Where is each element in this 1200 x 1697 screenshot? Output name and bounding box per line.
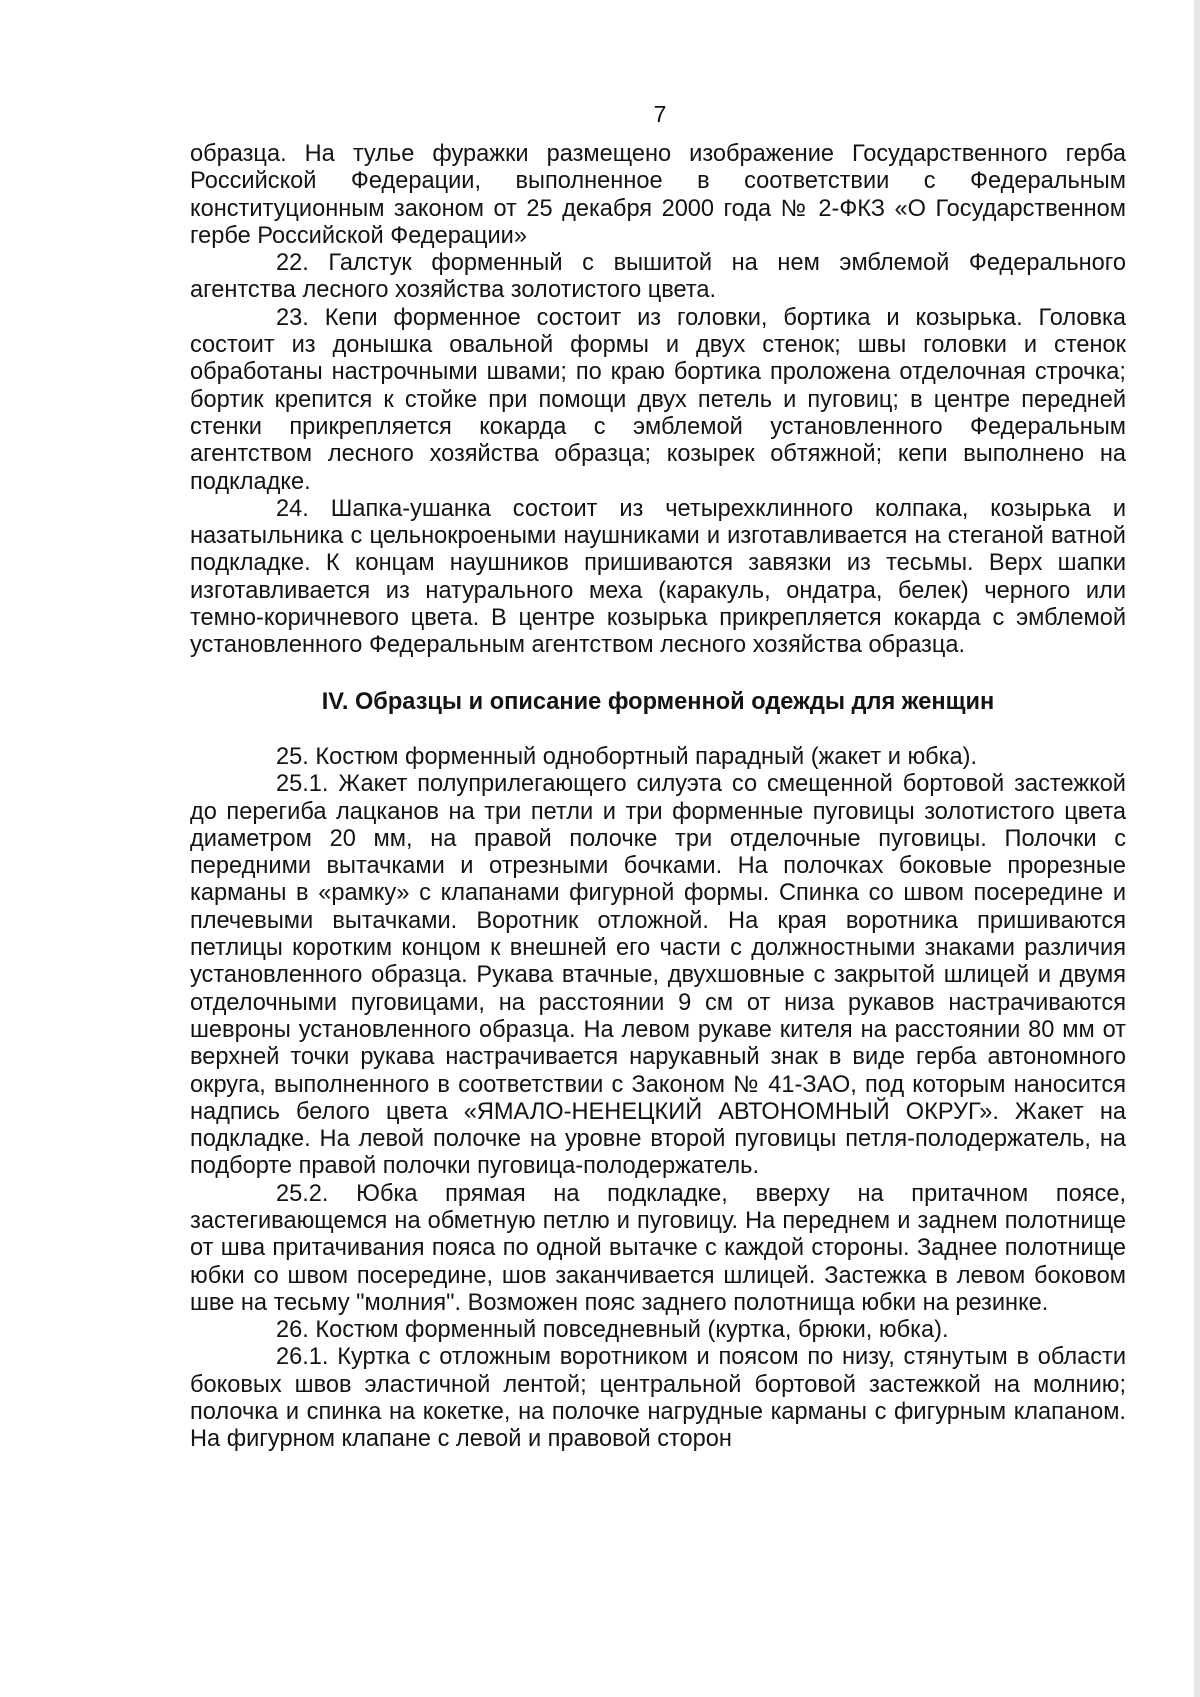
document-body [190, 141, 1126, 1454]
paragraph-24-ushanka: 24. Шапка-ушанка состоит из четырехклинного колпака, козырька и назатыльника с цельнокроеными наушниками и изготавливается на стеганой ватной подкладке. К концам наушников пришиваются завязки из тесьмы. Верх шапки изготавливается из натурального меха (каракуль, ондатра, белек) черного или темно-коричневого цвета. В центре козырька прикрепляется кокарда с эмблемой установленного Федеральным агентством лесного хозяйства образца. [190, 495, 1126, 659]
section-heading: IV. Образцы и описание форменной одежды для женщин [321, 688, 995, 715]
paragraph-26-daily-suit: 26. Костюм форменный повседневный (куртка, брюки, юбка). [276, 1317, 949, 1344]
paragraph-25-2-skirt: 25.2. Юбка прямая на подкладке, вверху на притачном поясе, застегивающемся на обметную петлю и пуговицу. На переднем и заднем полотнище от шва притачивания пояса по одной вытачке с каждой стороны. Заднее полотнище юбки со швом посередине, шов заканчивается шлицей. Застежка в левом боковом шве на тесьму "молния". Возможен пояс заднего полотнища юбки на резинке. [190, 1180, 1126, 1316]
paragraph-cap-continuation: образца. На тулье фуражки размещено изображение Государственного герба Российской Федерации, выполненное в соответствии с Федеральным конституционным законом от 25 декабря 2000 года № 2-ФКЗ «О Государственном гербе Российской Федерации» [190, 141, 1126, 249]
paragraph-26-1-jacket: 26.1. Куртка с отложным воротником и поясом по низу, стянутым в области боковых швов эластичной лентой; центральной бортовой застежкой на молнию; полочка и спинка на кокетке, на полочке нагрудные карманы с фигурным клапаном. На фигурном клапане с левой и правовой сторон [190, 1344, 1126, 1453]
paragraph-22-tie: 22. Галстук форменный с вышитой на нем эмблемой Федерального агентства лесного хозяйства золотистого цвета. [190, 250, 1126, 304]
paragraph-23-kepi: 23. Кепи форменное состоит из головки, бортика и козырька. Головка состоит из донышка овальной формы и двух стенок; швы головки и стенок обработаны настрочными швами; по краю бортика проложена отделочная строчка; бортик крепится к стойке при помощи двух петель и пуговиц; в центре передней стенки прикрепляется кокарда с эмблемой установленного Федеральным агентством лесного хозяйства образца; козырек обтяжной; кепи выполнено на подкладке. [190, 304, 1126, 495]
paragraph-25-suit: 25. Костюм форменный однобортный парадный (жакет и юбка). [276, 743, 978, 770]
page-number: 7 [653, 101, 667, 127]
paragraph-25-1-jacket: 25.1. Жакет полуприлегающего силуэта со смещенной бортовой застежкой до перегиба лацканов на три петли и три форменные пуговицы золотистого цвета диаметром 20 мм, на правой полочке три отделочные пуговицы. Полочки с передними вытачками и отрезными бочками. На полочках боковые прорезные карманы в «рамку» с клапанами фигурной формы. Спинка со швом посередине и плечевыми вытачками. Воротник отложной. На края воротника пришиваются петлицы коротким концом к внешней его части с должностными знаками различия установленного образца. Рукава втачные, двухшовные с закрытой шлицей и двумя отделочными пуговицами, на расстоянии 9 см от низа рукавов настрачиваются шевроны установленного образца. На левом рукаве кителя на расстоянии 80 мм от верхней точки рукава настрачивается нарукавный знак в виде герба автономного округа, выполненного в соответствии с Законом № 41-ЗАО, под которым наносится надпись белого цвета «ЯМАЛО-НЕНЕЦКИЙ АВТОНОМНЫЙ ОКРУГ». Жакет на подкладке. На левой полочке на уровне второй пуговицы петля-полодержатель, на подборте правой полочки пуговица-полодержатель. [190, 771, 1126, 1180]
